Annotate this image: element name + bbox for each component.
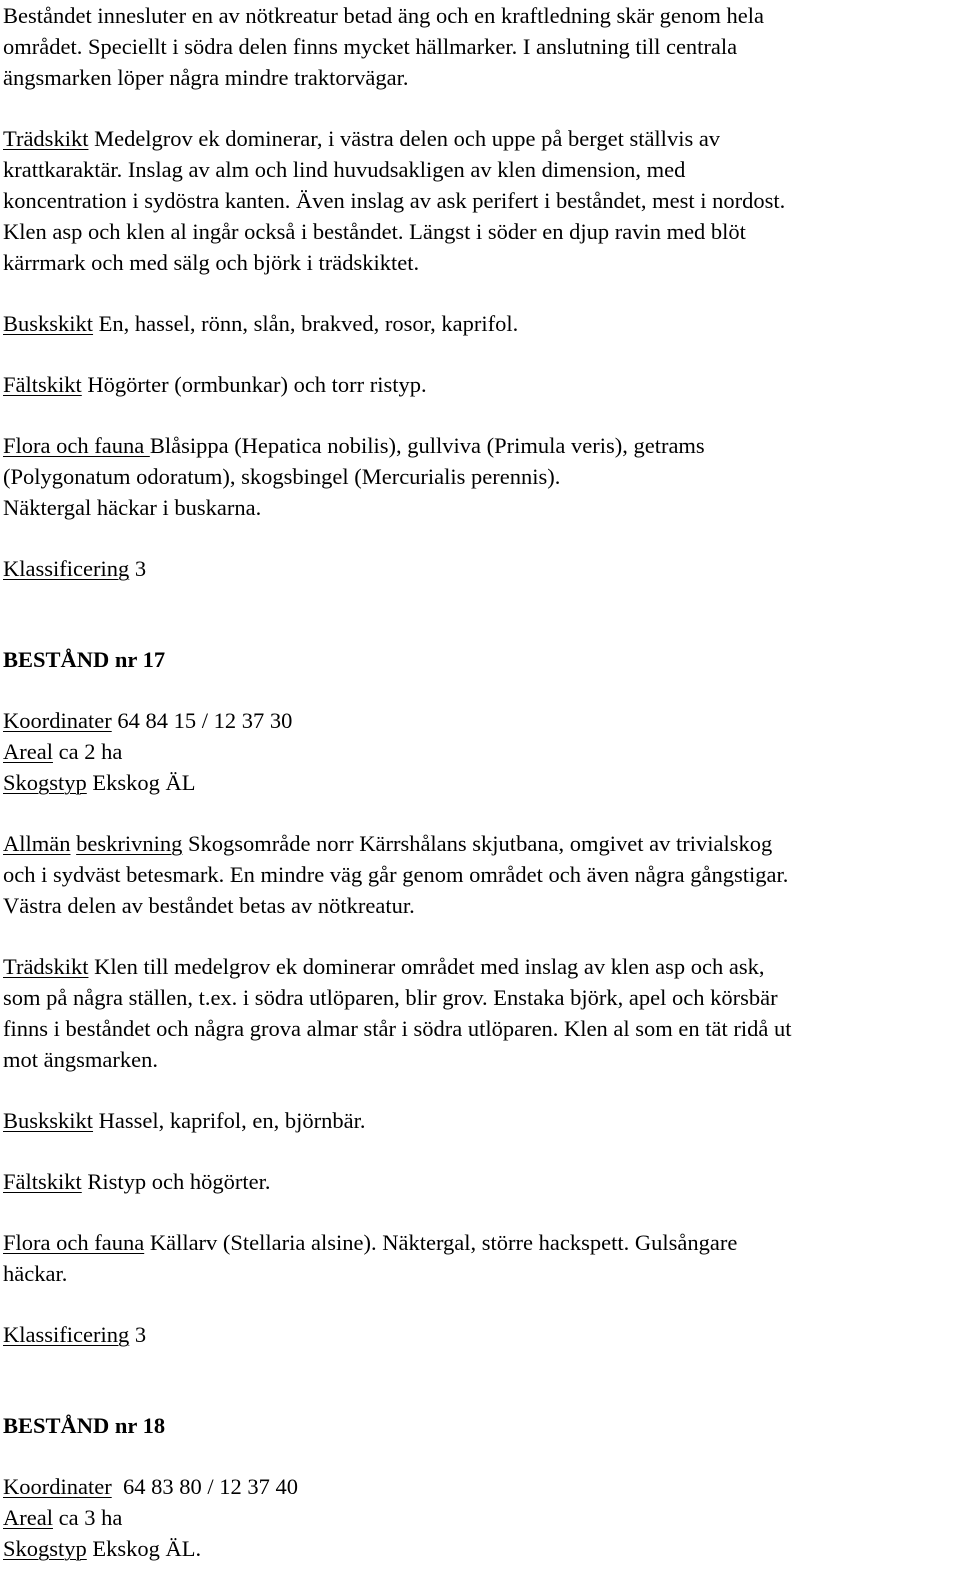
klassificering-value: 3 xyxy=(129,556,147,581)
text-line: koncentration i sydöstra kanten. Även inslag av ask perifert i beståndet, mest i nordost. xyxy=(3,188,786,213)
text-line: Klen asp och klen al ingår också i beståndet. Längst i söder en djup ravin med blöt xyxy=(3,219,746,244)
text-line: Västra delen av beståndet betas av nötkreatur. xyxy=(3,893,415,918)
buskskikt-label: Buskskikt xyxy=(3,311,94,336)
section-heading: BESTÅND nr 17 xyxy=(3,647,166,672)
text-line: Näktergal häckar i buskarna. xyxy=(3,495,262,520)
section-heading: BESTÅND nr 18 xyxy=(3,1413,166,1438)
faltskikt-text: Ristyp och högörter. xyxy=(81,1169,271,1194)
buskskikt-label: Buskskikt xyxy=(3,1108,94,1133)
text-line: häckar. xyxy=(3,1261,68,1286)
areal-row xyxy=(3,1502,960,1533)
faltskikt-text: Högörter (ormbunkar) och torr ristyp. xyxy=(81,372,427,397)
text-line: Källarv (Stellaria alsine). Näktergal, större hackspett. Gulsångare xyxy=(144,1230,738,1255)
skogstyp-value: Ekskog ÄL. xyxy=(86,1536,202,1561)
tradskikt-section xyxy=(3,951,960,1075)
klassificering-value: 3 xyxy=(129,1322,147,1347)
text-line: finns i beståndet och några grova almar står i södra utlöparen. Klen al som en tät ridå ut xyxy=(3,1016,792,1041)
text-line: Medelgrov ek dominerar, i västra delen och uppe på berget ställvis av xyxy=(88,126,721,151)
tradskikt-label: Trädskikt xyxy=(3,126,89,151)
flora-label: Flora och fauna xyxy=(3,433,150,458)
tradskikt-label: Trädskikt xyxy=(3,954,89,979)
klassificering-section xyxy=(3,1319,960,1350)
text-line: och i sydväst betesmark. En mindre väg går genom området och även några gångstigar. xyxy=(3,862,789,887)
skogstyp-row xyxy=(3,767,960,798)
buskskikt-text: Hassel, kaprifol, en, björnbär. xyxy=(93,1108,366,1133)
areal-value: ca 2 ha xyxy=(52,739,123,764)
klassificering-label: Klassificering xyxy=(3,556,130,581)
text-line: (Polygonatum odoratum), skogsbingel (Mercurialis perennis). xyxy=(3,464,561,489)
areal-label: Areal xyxy=(3,739,53,764)
tradskikt-section xyxy=(3,123,960,278)
skogstyp-label: Skogstyp xyxy=(3,770,87,795)
faltskikt-section xyxy=(3,369,960,400)
klassificering-label: Klassificering xyxy=(3,1322,130,1347)
koordinater-value: 64 84 15 / 12 37 30 xyxy=(111,708,293,733)
text-line: mot ängsmarken. xyxy=(3,1047,158,1072)
text-line: ängsmarken löper några mindre traktorvägar. xyxy=(3,65,409,90)
koordinater-row xyxy=(3,705,960,736)
allman-beskrivning-section xyxy=(3,828,960,921)
buskskikt-section xyxy=(3,1105,960,1136)
beskrivning-label: beskrivning xyxy=(76,831,183,856)
intro-paragraph xyxy=(3,0,960,93)
text-line: Blåsippa (Hepatica nobilis), gullviva (Primula veris), getrams xyxy=(149,433,705,458)
text-line: krattkaraktär. Inslag av alm och lind huvudsakligen av klen dimension, med xyxy=(3,157,686,182)
faltskikt-label: Fältskikt xyxy=(3,372,82,397)
skogstyp-row xyxy=(3,1533,960,1564)
text-line: området. Speciellt i södra delen finns mycket hällmarker. I anslutning till centrala xyxy=(3,34,738,59)
faltskikt-section xyxy=(3,1166,960,1197)
areal-value: ca 3 ha xyxy=(52,1505,123,1530)
text-line: Beståndet innesluter en av nötkreatur betad äng och en kraftledning skär genom hela xyxy=(3,3,764,28)
koordinater-label: Koordinater xyxy=(3,708,112,733)
allman-label: Allmän xyxy=(3,831,71,856)
text-line: Skogsområde norr Kärrshålans skjutbana, omgivet av trivialskog xyxy=(182,831,773,856)
flora-label: Flora och fauna xyxy=(3,1230,145,1255)
text-line: kärrmark och med sälg och björk i trädskiktet. xyxy=(3,250,420,275)
flora-section xyxy=(3,1227,960,1289)
koordinater-row xyxy=(3,1471,960,1502)
areal-label: Areal xyxy=(3,1505,53,1530)
skogstyp-label: Skogstyp xyxy=(3,1536,87,1561)
koordinater-value: 64 83 80 / 12 37 40 xyxy=(111,1474,298,1499)
buskskikt-section xyxy=(3,308,960,339)
skogstyp-value: Ekskog ÄL xyxy=(86,770,196,795)
text-line: som på några ställen, t.ex. i södra utlöparen, blir grov. Enstaka björk, apel och körsbär xyxy=(3,985,778,1010)
text-line: Klen till medelgrov ek dominerar området med inslag av klen asp och ask, xyxy=(88,954,765,979)
areal-row xyxy=(3,736,960,767)
flora-section xyxy=(3,430,960,523)
faltskikt-label: Fältskikt xyxy=(3,1169,82,1194)
klassificering-section xyxy=(3,553,960,584)
koordinater-label: Koordinater xyxy=(3,1474,112,1499)
buskskikt-text: En, hassel, rönn, slån, brakved, rosor, kaprifol. xyxy=(93,311,519,336)
